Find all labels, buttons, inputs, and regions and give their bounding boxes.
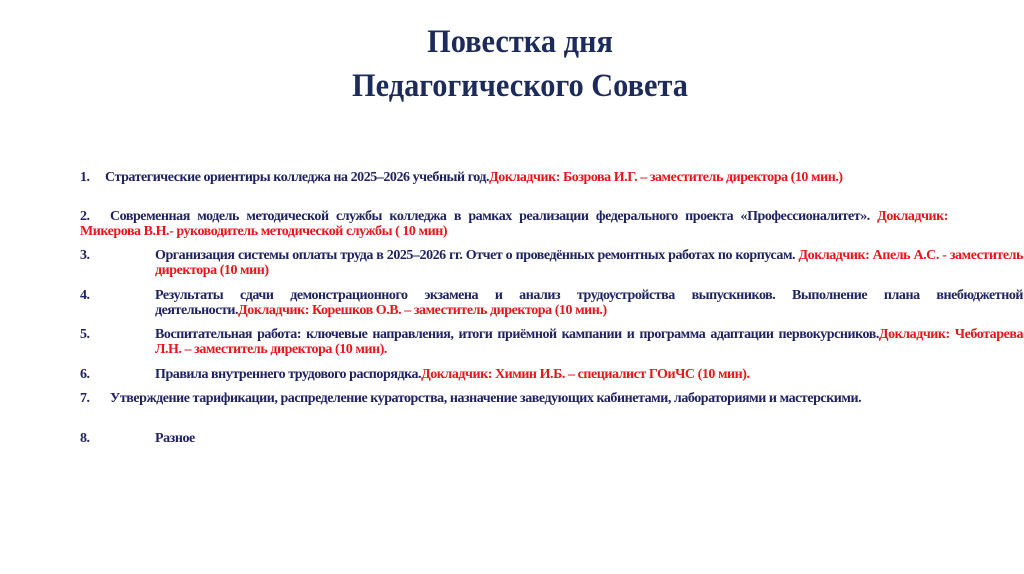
item-text: Воспитательная работа: ключевые направления, итоги приёмной кампании и программа адаптации первокурсников. <box>155 327 879 342</box>
title-line-2: Педагогического Совета <box>352 68 688 104</box>
item-speaker: Докладчик: Бозрова И.Г. – заместитель директора (10 мин.) <box>489 170 843 185</box>
item-speaker: Докладчик: Апель А.С. - заместитель директора (10 мин) <box>155 248 1023 278</box>
item-speaker: Докладчик: Чеботарева Л.Н. – заместитель директора (10 мин). <box>155 327 1023 357</box>
item-text: Разное <box>155 431 195 446</box>
agenda-item-5 <box>80 327 1023 357</box>
item-text: Результаты сдачи демонстрационного экзамена и анализ трудоустройства выпускников. Выполнение плана внебюджетной деятельности. <box>155 288 1023 318</box>
item-speaker: Докладчик: Химин И.Б. – специалист ГОиЧС (10 мин). <box>421 367 750 382</box>
item-number: 2. <box>80 209 90 224</box>
item-text: Правила внутреннего трудового распорядка. <box>155 367 422 382</box>
item-text: Современная модель методической службы колледжа в рамках реализации федерального проекта «Профессионалитет». <box>110 209 878 224</box>
item-number: 8. <box>80 431 90 446</box>
item-number: 3. <box>80 248 90 263</box>
item-text: Утверждение тарификации, распределение кураторства, назначение заведующих кабинетами, лабораториями и мастерскими. <box>110 391 862 406</box>
item-number: 6. <box>80 367 90 382</box>
agenda-item-2 <box>80 209 948 239</box>
item-number: 4. <box>80 288 90 303</box>
agenda-item-1 <box>80 170 973 185</box>
agenda-item-7 <box>80 391 948 406</box>
item-number: 1. <box>80 170 90 185</box>
page-title <box>42 20 999 108</box>
agenda-item-6 <box>80 367 1023 382</box>
agenda-item-4 <box>80 288 1023 318</box>
item-number: 7. <box>80 391 90 406</box>
item-text: Стратегические ориентиры колледжа на 2025–2026 учебный год. <box>105 170 490 185</box>
item-speaker: Докладчик: Корешков О.В. – заместитель директора (10 мин.) <box>238 303 607 318</box>
item-number: 5. <box>80 327 90 342</box>
agenda-item-3 <box>80 248 1023 278</box>
agenda-item-8 <box>80 431 1023 446</box>
item-text: Организация системы оплаты труда в 2025–2026 гг. Отчет о проведённых ремонтных работах по корпусам. <box>155 248 799 263</box>
title-line-1: Повестка дня <box>427 24 613 60</box>
item-speaker: Докладчик: Микерова В.Н.- руководитель методической службы ( 10 мин) <box>80 209 948 239</box>
